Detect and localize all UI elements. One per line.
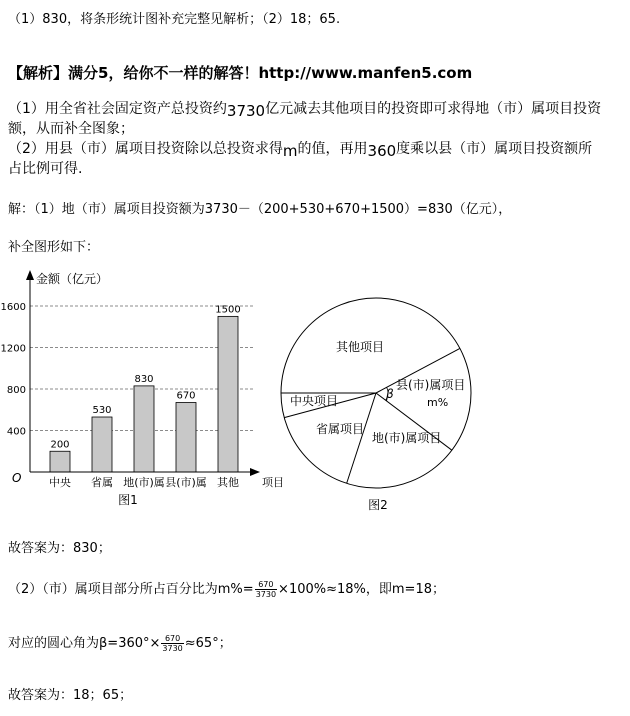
analysis-step2-cont: 占比例可得. bbox=[8, 161, 83, 177]
analysis-step1-cont: 额，从而补全图象； bbox=[8, 121, 134, 137]
fraction-2-numerator: 670 bbox=[161, 634, 183, 644]
analysis-step2-text-a: （2）用县（市）属项目投资除以总投资求得 bbox=[8, 141, 283, 157]
y-tick-label: 400 bbox=[6, 426, 26, 438]
solution-line3 bbox=[8, 578, 445, 599]
solution-line3-text-b: ×100%≈18%，即m=18； bbox=[278, 582, 445, 597]
bar bbox=[134, 386, 154, 472]
solution-line2: 补全图形如下： bbox=[8, 240, 100, 255]
solution-line4-text-b: ≈65°； bbox=[184, 636, 232, 651]
analysis-step2-text-b: 的值，再用 bbox=[297, 141, 368, 157]
pie-label-beta: β bbox=[386, 387, 394, 401]
x-tick-label: 地(市)属 bbox=[123, 476, 165, 489]
x-tick-label: 省属 bbox=[91, 476, 113, 489]
bar-value-label: 1500 bbox=[215, 304, 241, 316]
bar-value-label: 830 bbox=[134, 373, 154, 385]
figure2-caption: 图2 bbox=[368, 498, 388, 512]
pie-label-county-percent: m% bbox=[427, 396, 449, 409]
bar bbox=[92, 417, 112, 472]
pie-label-province: 省属项目 bbox=[316, 422, 365, 436]
analysis-step2-text-c: 度乘以县（市）属项目投资额所 bbox=[396, 141, 593, 157]
analysis-title: 【解析】满分5，给你不一样的解答！http://www.manfen5.com bbox=[8, 64, 473, 82]
bar-value-label: 200 bbox=[50, 439, 70, 451]
analysis-step2 bbox=[8, 138, 592, 158]
solution-line4-text-a: 对应的圆心角为β=360°× bbox=[8, 636, 161, 651]
y-axis-title: 金额（亿元） bbox=[36, 272, 109, 286]
fraction-1-numerator: 670 bbox=[255, 580, 277, 590]
fraction-1 bbox=[255, 580, 277, 599]
pie-label-county: 县(市)属项目 bbox=[396, 378, 466, 392]
x-axis-title: 项目 bbox=[262, 476, 284, 489]
analysis-step1-text-b: 亿元减去其他项目的投资即可求得地（市）属项目投资 bbox=[265, 101, 602, 117]
x-tick-label: 中央 bbox=[49, 476, 71, 489]
charts-figure bbox=[0, 258, 630, 520]
y-axis-arrow bbox=[26, 270, 34, 280]
fraction-2-denominator: 3730 bbox=[162, 644, 183, 653]
pie-label-city: 地(市)属项目 bbox=[372, 431, 442, 445]
pie-label-central: 中央项目 bbox=[290, 394, 339, 408]
y-tick-label: 800 bbox=[6, 385, 26, 396]
pie-label-other: 其他项目 bbox=[335, 340, 385, 354]
answer2: 故答案为：18；65； bbox=[8, 688, 133, 703]
bar-value-label: 670 bbox=[176, 390, 196, 402]
analysis-step1-number: 3730 bbox=[226, 102, 266, 120]
bar bbox=[218, 316, 238, 472]
analysis-step1 bbox=[8, 98, 601, 118]
answer-header: （1）830，将条形统计图补充完整见解析；（2）18；65. bbox=[8, 12, 341, 27]
analysis-step1-text-a: （1）用全省社会固定资产总投资约 bbox=[8, 101, 227, 117]
bar-chart bbox=[1, 270, 284, 507]
fraction-2 bbox=[161, 634, 183, 653]
x-tick-label: 其他 bbox=[217, 476, 239, 489]
solution-line1: 解：（1）地（市）属项目投资额为3730－（200+530+670+1500）=830（亿元）， bbox=[8, 202, 512, 217]
x-axis-arrow bbox=[250, 468, 260, 476]
answer1: 故答案为：830； bbox=[8, 541, 111, 556]
bar bbox=[176, 402, 196, 472]
bar-value-label: 530 bbox=[92, 405, 112, 417]
y-tick-label: 1200 bbox=[0, 343, 26, 355]
pie-chart bbox=[281, 298, 471, 512]
y-tick-label: 1600 bbox=[0, 302, 26, 313]
solution-line3-text-a: （2）（市）属项目部分所占百分比为m%= bbox=[8, 582, 254, 597]
fraction-1-denominator: 3730 bbox=[255, 590, 277, 599]
analysis-step2-number: 360 bbox=[367, 142, 397, 160]
x-tick-label: 县(市)属 bbox=[165, 476, 207, 489]
origin-label: O bbox=[12, 471, 22, 485]
analysis-step2-m: m bbox=[282, 142, 298, 160]
bar bbox=[50, 451, 70, 472]
solution-line4 bbox=[8, 632, 232, 653]
figure1-caption: 图1 bbox=[118, 493, 138, 507]
